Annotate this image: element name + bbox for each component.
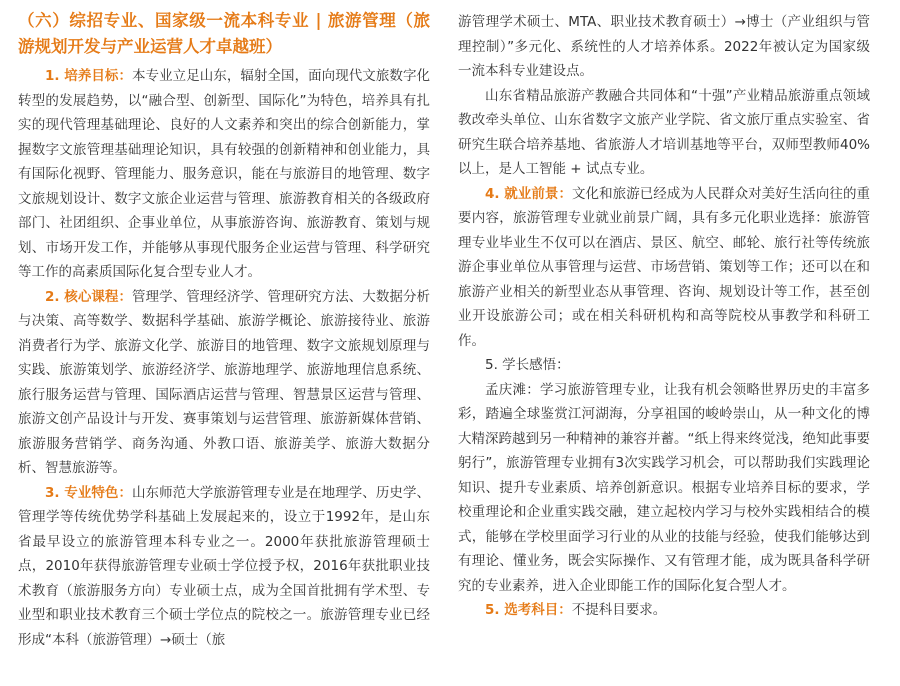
subject-paragraph (458, 598, 870, 623)
career-label: 4. 就业前景： (485, 185, 573, 202)
feature-label: 3. 专业特色： (45, 484, 133, 501)
feature-continuation: 游管理学术硕士、MTA、职业技术教育硕士）→博士（产业组织与管理控制）”多元化、系统性的人才培养体系。2022年被认定为国家级一流本科专业建设点。 (458, 14, 870, 79)
section-title: （六）综招专业、国家级一流本科专业 | 旅游管理（旅游规划开发与产业运营人才卓越班） (18, 11, 430, 56)
feature-paragraph (18, 481, 430, 653)
course-text: 管理学、管理经济学、管理研究方法、大数据分析与决策、高等数学、数据科学基础、旅游学概论、旅游接待业、旅游消费者行为学、旅游文化学、旅游目的地管理、数字文旅规划原理与实践、旅游策划学、旅游经济学、旅游地理学、旅游地理信息系统、旅行服务运营与管理、国际酒店运营与管理、智慧景区运营与管理、旅游文创产品设计与开发、赛事策划与运营管理、旅游新媒体营销、旅游服务营销学、商务沟通、外教口语、旅游美学、旅游大数据分析、智慧旅游等。 (18, 288, 430, 476)
feeling-heading: 5. 学长感悟： (485, 357, 570, 373)
feeling-paragraph: 孟庆滩：学习旅游管理专业，让我有机会领略世界历史的丰富多彩，踏遍全球鉴赏江河湖海，分享祖国的峻岭崇山，从一种文化的博大精深跨越到另一种精神的兼容并蓄。“纸上得来终觉浅，绝知此事要躬行”，旅游管理专业拥有3次实践学习机会，可以帮助我们实践理论知识、提升专业素质、培养创新意识。根据专业培养目标的要求，学校重理论和企业重实践交融，建立起校内学习与校外实践相结合的模式，能够在学校里面学习行业的从业的技能与经验，使我们能够达到有理论、懂业务，既会实际操作、又有管理才能，成为既具备科学研究的专业素养，进入企业即能工作的国际化复合型人才。 (458, 381, 870, 594)
career-paragraph (458, 182, 870, 354)
feature-paragraph-2: 山东省精品旅游产教融合共同体和“十强”产业精品旅游重点领域教改牵头单位、山东省数字文旅产业学院、省文旅厅重点实验室、省研究生联合培养基地、省旅游人才培训基地等平台，双师型教师40%以上，是人工智能 + 试点专业。 (458, 87, 870, 177)
course-label: 2. 核心课程： (45, 288, 133, 305)
subject-label: 5. 选考科目： (485, 602, 572, 618)
goal-paragraph (18, 64, 430, 285)
feature-text-left: 山东师范大学旅游管理专业是在地理学、历史学、管理学等传统优势学科基础上发展起来的，设立于1992年，是山东省最早设立的旅游管理本科专业之一。2000年获批旅游管理硕士点，2010年获得旅游管理专业硕士学位授予权，2016年获批职业技术教育（旅游服务方向）专业硕士点，成为全国首批拥有学术型、专业型和职业技术教育三个硕士学位点的院校之一。旅游管理专业已经形成“本科（旅游管理）→硕士（旅 (18, 484, 430, 648)
left-column (18, 8, 430, 652)
career-text: 文化和旅游已经成为人民群众对美好生活向往的重要内容，旅游管理专业就业前景广阔，具有多元化职业选择：旅游管理专业毕业生不仅可以在酒店、景区、航空、邮轮、旅行社等传统旅游企事业单位从事管理与运营、市场营销、策划等工作；还可以在和旅游产业相关的新型业态从事管理、咨询、规划设计等工作，甚至创业开设旅游公司；或在相关科研机构和高等院校从事教学和科研工作。 (458, 185, 870, 349)
goal-text: 本专业立足山东，辐射全国，面向现代文旅数字化转型的发展趋势，以“融合型、创新型、国际化”为特色，培养具有扎实的现代管理基础理论、良好的人文素养和突出的综合创新能力，掌握数字文旅管理基础理论知识，具有较强的创新精神和创业能力，具有国际化视野、管理能力、服务意识，能在与旅游目的地管理、数字文旅规划设计、数字文旅企业运营与管理、旅游教育相关的各级政府部门、社团组织、企事业单位，从事旅游咨询、旅游教育、策划与规划、市场开发工作，并能够从事现代服务企业运营与管理、科学研究等工作的高素质国际化复合型专业人才。 (18, 68, 430, 280)
course-paragraph (18, 285, 430, 481)
goal-label: 1. 培养目标： (45, 68, 133, 84)
subject-text: 不提科目要求。 (571, 602, 667, 618)
right-column (458, 10, 870, 623)
